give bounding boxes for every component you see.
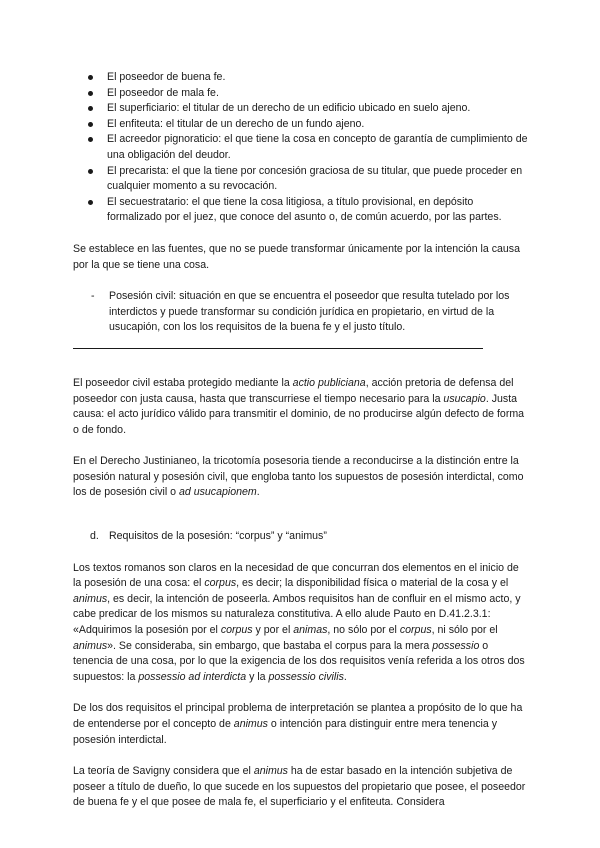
- list-item: El superficiario: el titular de un derecho de un edificio ubicado en suelo ajeno.: [73, 101, 528, 117]
- paragraph-problema: De los dos requisitos el principal problema de interpretación se plantea a propósito de lo que ha de entenderse por el concepto de animus o intención para distinguir entre mera tenencia y posesión interdictal.: [73, 702, 523, 746]
- document-page: [73, 70, 528, 811]
- list-item: El secuestratario: el que tiene la cosa litigiosa, a título provisional, en depósito formalizado por el juez, que conoce del asunto o, de común acuerdo, por las partes.: [73, 195, 528, 226]
- bullet-icon: [88, 122, 93, 127]
- heading-text: Requisitos de la posesión: “corpus” y “animus”: [109, 530, 327, 543]
- list-item: El poseedor de buena fe.: [73, 70, 528, 86]
- dash-marker: -: [91, 290, 95, 303]
- list-item: El acreedor pignoraticio: el que tiene la cosa en concepto de garantía de cumplimiento de una obligación del deudor.: [73, 132, 528, 163]
- bullet-icon: [88, 91, 93, 96]
- dash-item-text: Posesión civil: situación en que se encuentra el poseedor que resulta tutelado por los interdictos y puede transformar su condición jurídica en propietario, en virtud de la usucapión, con los los requisitos de la buena fe y el justo título.: [109, 290, 510, 334]
- list-item: El precarista: el que la tiene por concesión graciosa de su titular, que puede proceder en cualquier momento a su revocación.: [73, 164, 528, 195]
- bullet-icon: [88, 200, 93, 205]
- bullet-icon: [88, 106, 93, 111]
- bullet-icon: [88, 75, 93, 80]
- heading-marker: d.: [90, 530, 99, 543]
- dash-list-item: [73, 289, 528, 336]
- bullet-icon: [88, 137, 93, 142]
- paragraph-savigny: La teoría de Savigny considera que el animus ha de estar basado en la intención subjetiva de poseer a título de dueño, lo que sucede en los supuestos del propietario que posee, el poseedor de buena fe y el que posee de mala fe, el superficiario y el enfiteuta. Considera: [73, 765, 526, 809]
- section-heading: [73, 529, 528, 545]
- paragraph-textos-romanos: Los textos romanos son claros en la necesidad de que concurran dos elementos en el inicio de la posesión de una cosa: el corpus, es decir; la disponibilidad física o material de la cosa y el animus, es decir, la intención de poseerla. Ambos requisitos han de confluir en el mismo acto, y cabe predicar de los mismos su naturaleza constitutiva. A ello alude Pauto en D.41.2.3.1: «Adquirimos la posesión por el corpus y por el animas, no sólo por el corpus, ni sólo por el animus». Se consideraba, sin embargo, que bastaba el corpus para la mera possessio o tenencia de una cosa, por lo que la exigencia de los dos requisitos venía referida a los otros dos supuestos: la possessio ad interdicta y la possessio civilis.: [73, 561, 525, 683]
- possessor-list: [73, 70, 528, 226]
- list-item: El enfiteuta: el titular de un derecho de un fundo ajeno.: [73, 117, 528, 133]
- bullet-icon: [88, 169, 93, 174]
- paragraph-poseedor-civil: El poseedor civil estaba protegido mediante la actio publiciana, acción pretoria de defensa del poseedor con justa causa, hasta que transcurriese el tiempo necesario para la usucapio. Justa causa: el acto jurídico válido para transmitir el dominio, de no producirse algún defecto de forma o de fondo.: [73, 376, 525, 436]
- paragraph-justinianeo: En el Derecho Justinianeo, la tricotomía posesoria tiende a reconducirse a la distinción entre la posesión natural y posesión civil, que engloba tanto los supuestos de posesión interdictal, como los de posesión civil o ad usucapionem.: [73, 455, 524, 499]
- paragraph-fuentes: Se establece en las fuentes, que no se puede transformar únicamente por la intención la causa por la que se tiene una cosa.: [73, 242, 520, 271]
- list-item: El poseedor de mala fe.: [73, 86, 528, 102]
